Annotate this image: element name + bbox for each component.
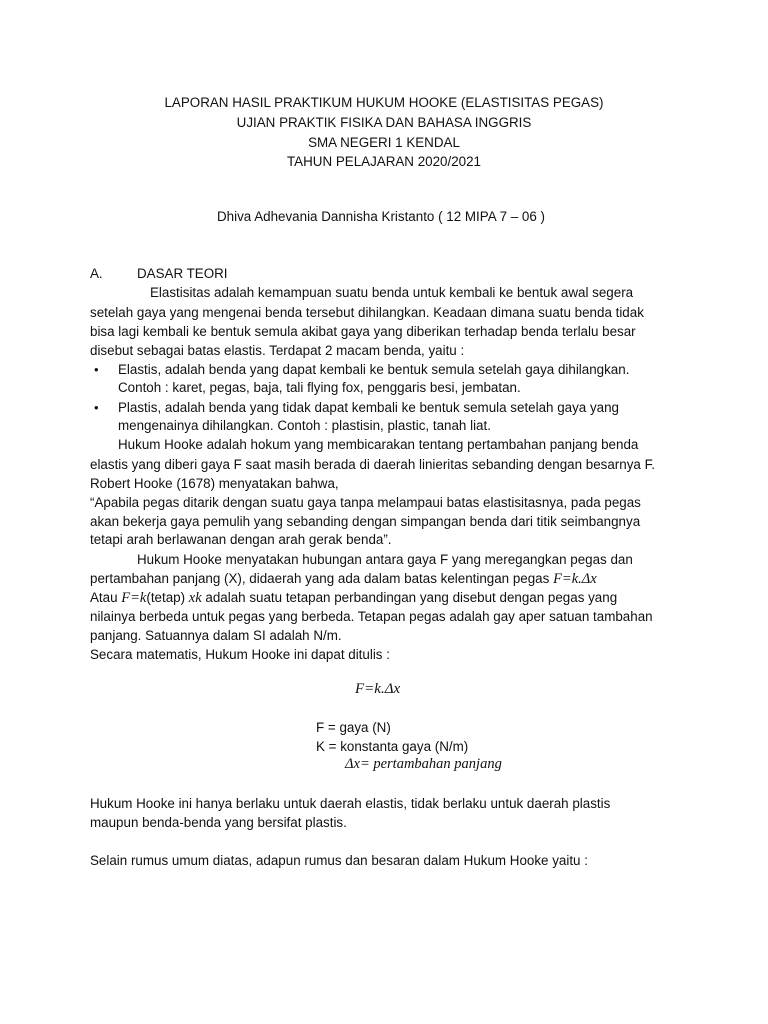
school-name: SMA NEGERI 1 KENDAL <box>308 135 460 150</box>
paragraph-line: Selain rumus umum diatas, adapun rumus dan besaran dalam Hukum Hooke yaitu : <box>90 853 588 868</box>
inline-formula: F=k.Δx <box>553 571 597 587</box>
paragraph-line: panjang. Satuannya dalam SI adalah N/m. <box>90 628 342 643</box>
paragraph-line: bisa lagi kembali ke bentuk semula akibat gaya yang diberikan terhadap benda terlalu besar <box>90 324 636 339</box>
report-subtitle: UJIAN PRAKTIK FISIKA DAN BAHASA INGGRIS <box>236 115 532 130</box>
paragraph-line: nilainya berbeda untuk pegas yang berbeda. Tetapan pegas adalah gay aper satuan tambahan <box>90 609 653 624</box>
quote-line: akan bekerja gaya pemulih yang sebanding dengan simpangan benda dari titik seimbangnya <box>90 514 641 529</box>
paragraph-line: Secara matematis, Hukum Hooke ini dapat ditulis : <box>90 647 390 662</box>
paragraph-line: Hukum Hooke menyatakan hubungan antara gaya F yang meregangkan pegas dan <box>137 552 633 567</box>
paragraph-line: elastis yang diberi gaya F saat masih berada di daerah linieritas sebanding dengan besarnya F. <box>90 457 655 472</box>
paragraph-line <box>90 569 597 589</box>
bullet-item-plastis-example: mengenainya dihilangkan. Contoh : plastisin, plastic, tanah liat. <box>118 418 491 433</box>
paragraph-text: pertambahan panjang (X), didaerah yang ada dalam batas kelentingan pegas <box>90 571 550 586</box>
paragraph-text: Atau <box>90 590 118 605</box>
quote-line: “Apabila pegas ditarik dengan suatu gaya tanpa melampaui batas elastisitasnya, pada pegas <box>90 495 641 510</box>
paragraph-line: Robert Hooke (1678) menyatakan bahwa, <box>90 476 339 491</box>
bullet-marker: • <box>94 400 99 415</box>
paragraph-line: disebut sebagai batas elastis. Terdapat 2 macam benda, yaitu : <box>90 343 465 358</box>
paragraph-line: Hukum Hooke ini hanya berlaku untuk daerah elastis, tidak berlaku untuk daerah plastis <box>90 796 611 811</box>
bullet-item-plastis: Plastis, adalah benda yang tidak dapat kembali ke bentuk semula setelah gaya yang <box>118 400 619 415</box>
paragraph-line: setelah gaya yang mengenai benda tersebut dihilangkan. Keadaan dimana suatu benda tidak <box>90 305 644 320</box>
author-line: Dhiva Adhevania Dannisha Kristanto ( 12 MIPA 7 – 06 ) <box>217 209 546 224</box>
paragraph-line: maupun benda-benda yang bersifat plastis. <box>90 815 347 830</box>
paragraph-text: adalah suatu tetapan perbandingan yang disebut dengan pegas yang <box>205 590 618 605</box>
paragraph-text: (tetap) <box>146 590 186 605</box>
paragraph-line: Elastisitas adalah kemampuan suatu benda untuk kembali ke bentuk awal segera <box>150 285 634 300</box>
bullet-item-elastis-example: Contoh : karet, pegas, baja, tali flying fox, penggaris besi, jembatan. <box>118 380 521 395</box>
section-title: DASAR TEORI <box>137 266 228 281</box>
academic-year: TAHUN PELAJARAN 2020/2021 <box>286 154 481 169</box>
paragraph-line <box>90 588 617 608</box>
legend-constant: K = konstanta gaya (N/m) <box>316 739 469 754</box>
legend-extension: Δx= pertambahan panjang <box>345 756 502 772</box>
legend-force: F = gaya (N) <box>316 720 391 735</box>
paragraph-line: Hukum Hooke adalah hokum yang membicarakan tentang pertambahan panjang benda <box>118 437 639 452</box>
quote-line: tetapi arah berlawanan dengan arah gerak benda”. <box>90 532 392 547</box>
inline-formula: xk <box>188 590 202 606</box>
inline-formula: F=k <box>121 590 147 606</box>
section-letter: A. <box>90 266 103 281</box>
bullet-marker: • <box>94 362 99 377</box>
report-title: LAPORAN HASIL PRAKTIKUM HUKUM HOOKE (ELASTISITAS PEGAS) <box>164 95 604 110</box>
bullet-item-elastis: Elastis, adalah benda yang dapat kembali ke bentuk semula setelah gaya dihilangkan. <box>118 362 630 377</box>
hooke-formula: F=k.Δx <box>355 681 401 697</box>
